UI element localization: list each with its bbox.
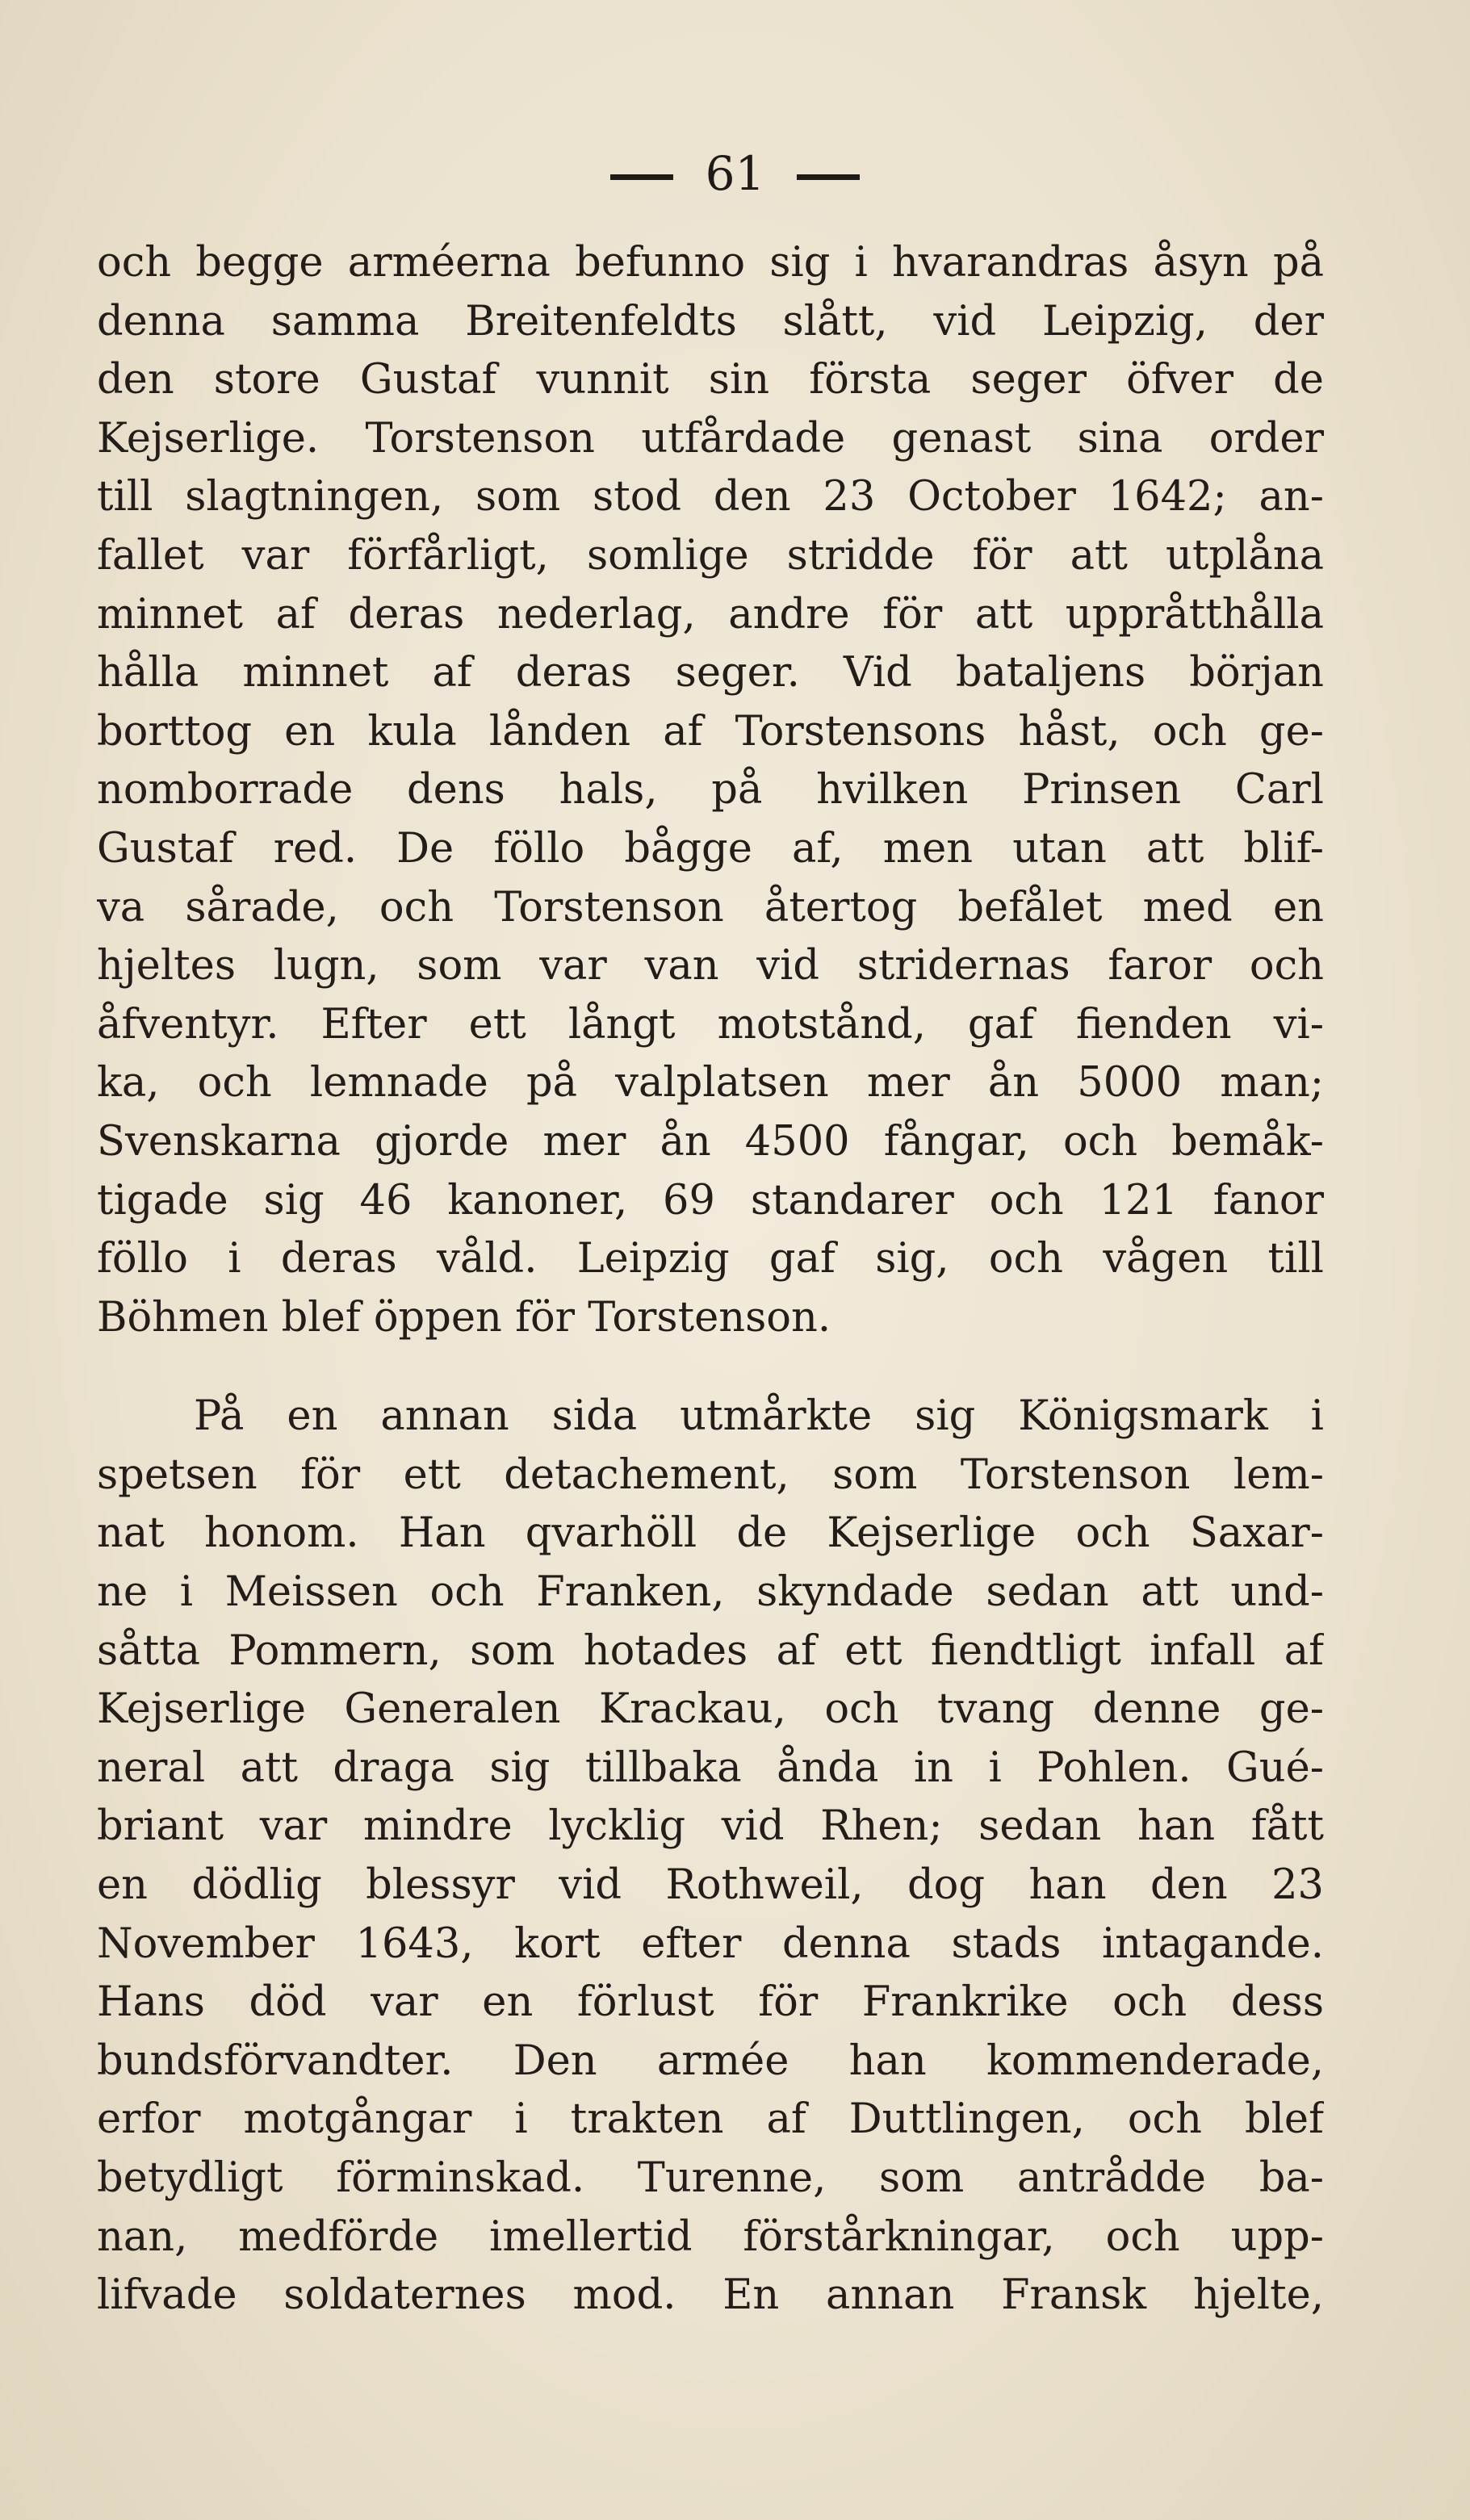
paragraph-2: [97, 1388, 1324, 2325]
text-line: till slagtningen, som stod den 23 October 1642; an-: [97, 473, 1324, 521]
text-line: betydligt förminskad. Turenne, som antrådde ba-: [97, 2154, 1324, 2202]
text-line: tigade sig 46 kanoner, 69 standarer och 121 fanor: [97, 1176, 1324, 1224]
text-line: Hans död var en förlust för Frankrike och dess: [97, 1978, 1324, 2027]
paragraph-gap: [97, 1347, 1324, 1388]
page-number: 61: [705, 146, 765, 201]
paragraph-1: [97, 234, 1324, 1347]
header-dash-left: [610, 174, 673, 180]
text-line: och begge arméerna befunno sig i hvarandras åsyn på: [97, 239, 1324, 287]
text-line: Svenskarna gjorde mer ån 4500 fångar, och bemåk-: [97, 1117, 1324, 1166]
text-line: neral att draga sig tillbaka ånda in i Pohlen. Gué-: [97, 1743, 1324, 1792]
text-line: ka, och lemnade på valplatsen mer ån 5000 man;: [97, 1059, 1324, 1107]
text-line: bundsförvandter. Den armée han kommenderade,: [97, 2037, 1324, 2085]
text-line: På en annan sida utmårkte sig Königsmark i: [194, 1392, 1324, 1441]
text-line: Gustaf red. De föllo bågge af, men utan att blif-: [97, 824, 1324, 873]
text-line: fallet var förfårligt, somlige stridde för att utplåna: [97, 531, 1324, 580]
header-dash-right: [797, 174, 860, 180]
text-line: Kejserlige. Torstenson utfårdade genast sina order: [97, 414, 1324, 463]
text-line: November 1643, kort efter denna stads intagande.: [97, 1919, 1324, 1968]
text-line: briant var mindre lycklig vid Rhen; sedan han fått: [97, 1802, 1324, 1851]
body-text: [97, 234, 1324, 2325]
text-line: spetsen för ett detachement, som Torstenson lem-: [97, 1450, 1324, 1499]
text-line: den store Gustaf vunnit sin första seger öfver de: [97, 356, 1324, 404]
text-line: minnet af deras nederlag, andre för att uppråtthålla: [97, 590, 1324, 638]
text-line: borttog en kula lånden af Torstensons håst, och ge-: [97, 707, 1324, 756]
text-line: va sårade, och Torstenson återtog befålet med en: [97, 883, 1324, 931]
text-line: hålla minnet af deras seger. Vid bataljens början: [97, 649, 1324, 697]
text-line: lifvade soldaternes mod. En annan Fransk hjelte,: [97, 2271, 1324, 2320]
text-line: nomborrade dens hals, på hvilken Prinsen Carl: [97, 766, 1324, 814]
page-header: [0, 137, 1470, 210]
text-line: nat honom. Han qvarhöll de Kejserlige och Saxar-: [97, 1509, 1324, 1558]
text-line: Böhmen blef öppen för Torstenson.: [97, 1293, 831, 1342]
text-line: föllo i deras våld. Leipzig gaf sig, och vågen till: [97, 1235, 1324, 1283]
text-line: Kejserlige Generalen Krackau, och tvang denne ge-: [97, 1685, 1324, 1734]
text-line: denna samma Breitenfeldts slått, vid Leipzig, der: [97, 297, 1324, 345]
text-line: åfventyr. Efter ett långt motstånd, gaf fienden vi-: [97, 1000, 1324, 1049]
text-line: hjeltes lugn, som var van vid stridernas faror och: [97, 942, 1324, 990]
text-line: en dödlig blessyr vid Rothweil, dog han den 23: [97, 1861, 1324, 1910]
text-line: nan, medförde imellertid förstårkningar, och upp-: [97, 2212, 1324, 2261]
text-line: såtta Pommern, som hotades af ett fiendtligt infall af: [97, 1626, 1324, 1675]
text-line: erfor motgångar i trakten af Duttlingen, och blef: [97, 2095, 1324, 2144]
text-line: ne i Meissen och Franken, skyndade sedan att und-: [97, 1568, 1324, 1617]
